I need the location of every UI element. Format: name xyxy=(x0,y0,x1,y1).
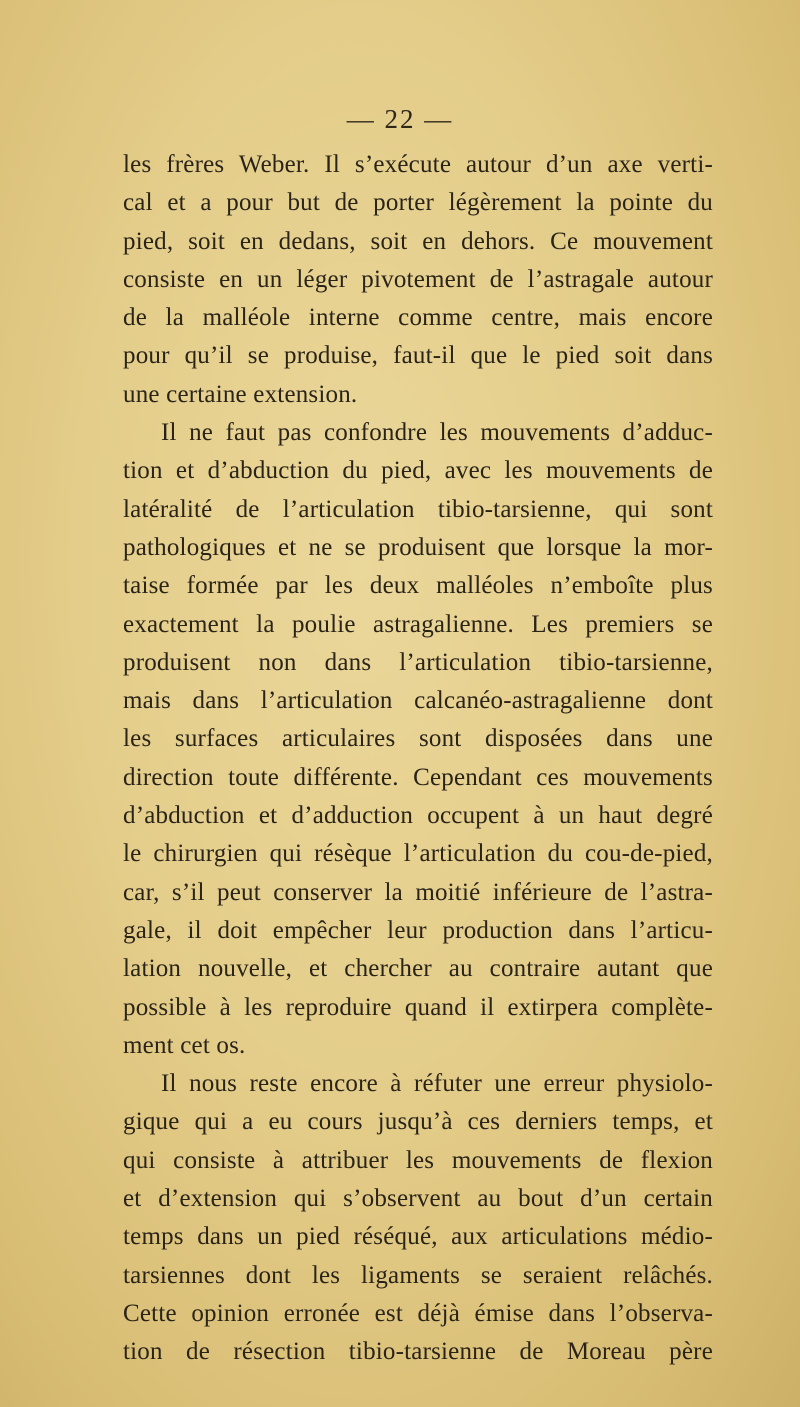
text-line: les surfaces articulaires sont disposées dans une xyxy=(123,725,713,753)
text-line: taise formée par les deux malléoles n’emboîte plus xyxy=(123,572,713,600)
text-line: lation nouvelle, et chercher au contraire autant que xyxy=(123,955,713,983)
body-text xyxy=(123,146,713,1372)
text-line: tion et d’abduction du pied, avec les mouvements de xyxy=(123,457,713,485)
text-line: de la malléole interne comme centre, mais encore xyxy=(123,304,713,332)
page-number: — 22 — xyxy=(346,104,454,134)
text-line: tarsiennes dont les ligaments se seraient relâchés. xyxy=(123,1261,713,1289)
text-line: et d’extension qui s’observent au bout d’un certain xyxy=(123,1185,713,1213)
text-line: Il nous reste encore à réfuter une erreur physiolo- xyxy=(161,1070,713,1098)
text-line: latéralité de l’articulation tibio-tarsienne, qui sont xyxy=(123,495,713,523)
text-line: pathologiques et ne se produisent que lorsque la mor- xyxy=(123,533,713,561)
text-line: tion de résection tibio-tarsienne de Moreau père xyxy=(123,1338,713,1366)
text-line: exactement la poulie astragalienne. Les premiers se xyxy=(123,610,713,638)
text-line: gale, il doit empêcher leur production dans l’articu- xyxy=(123,916,713,944)
text-line: car, s’il peut conserver la moitié inférieure de l’astra- xyxy=(123,878,713,906)
text-line: pour qu’il se produise, faut-il que le pied soit dans xyxy=(123,342,713,370)
text-line: direction toute différente. Cependant ces mouvements xyxy=(123,763,713,791)
text-line: pied, soit en dedans, soit en dehors. Ce mouvement xyxy=(123,227,713,255)
text-line: cal et a pour but de porter légèrement la pointe du xyxy=(123,189,713,217)
text-line: Il ne faut pas confondre les mouvements d’adduc- xyxy=(161,419,713,447)
text-line: consiste en un léger pivotement de l’astragale autour xyxy=(123,265,713,293)
text-line: le chirurgien qui résèque l’articulation du cou-de-pied, xyxy=(123,840,713,868)
text-line: d’abduction et d’adduction occupent à un haut degré xyxy=(123,802,713,830)
text-line: les frères Weber. Il s’exécute autour d’un axe verti- xyxy=(123,151,713,178)
text-line: Cette opinion erronée est déjà émise dans l’observa- xyxy=(123,1299,713,1327)
text-line: produisent non dans l’articulation tibio-tarsienne, xyxy=(123,648,713,676)
text-line: qui consiste à attribuer les mouvements de flexion xyxy=(123,1146,713,1174)
text-line: ment cet os. xyxy=(123,1031,246,1059)
text-line: possible à les reproduire quand il extirpera complète- xyxy=(123,993,713,1021)
text-line: temps dans un pied réséqué, aux articulations médio- xyxy=(123,1223,713,1251)
text-line: gique qui a eu cours jusqu’à ces derniers temps, et xyxy=(123,1108,713,1136)
text-line: une certaine extension. xyxy=(123,380,358,408)
text-line: mais dans l’articulation calcanéo-astragalienne dont xyxy=(123,687,713,715)
